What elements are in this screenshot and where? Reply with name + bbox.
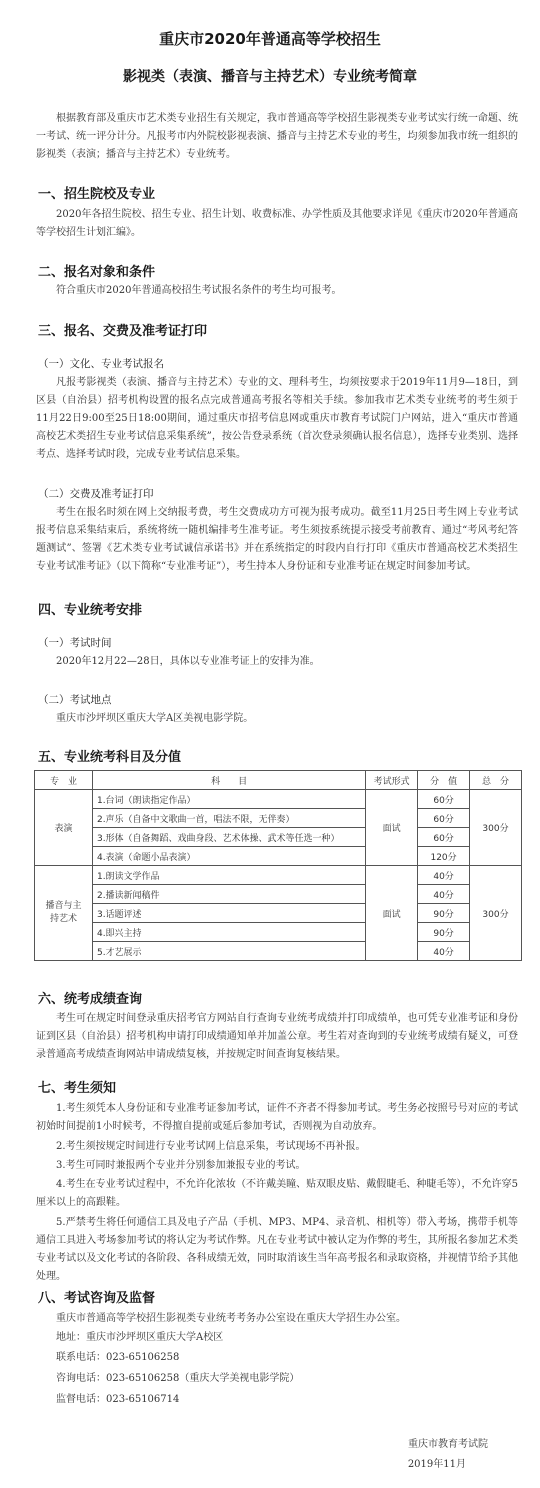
section-8-text: 重庆市普通高等学校招生影视类专业统考考务办公室设在重庆大学招生办公室。 <box>56 1313 406 1324</box>
section-4-sub-1: （一）考试时间 <box>38 637 112 649</box>
section-6-heading: 六、统考成绩查询 <box>38 992 143 1007</box>
form-cell: 面试 <box>366 790 418 866</box>
major-cell: 表演 <box>35 790 93 866</box>
section-4-heading: 四、专业统考安排 <box>38 603 143 618</box>
notice-item: 4.考生在专业考试过程中，不允许化浓妆（不许戴美瞳、贴双眼皮贴、戴假睫毛、种睫毛等），不允许穿5厘米以上的高跟鞋。 <box>36 1179 518 1208</box>
header-major: 专 业 <box>35 771 93 790</box>
notice-item: 1.考生须凭本人身份证和专业准考证参加考试，证件不齐者不得参加考试。考生务必按照号号对应的考试初始时间提前1小时候考，不得擅自提前或延后参加考试，否则视为自动放弃。 <box>36 1103 518 1132</box>
score-cell: 40分 <box>418 866 470 885</box>
section-6-text: 考生可在规定时间登录重庆招考官方网站自行查询专业统考成绩并打印成绩单，也可凭专业准考证和身份证到区县（自治县）招考机构申请打印成绩通知单并加盖公章。考生若对查询到的专业统考成绩有疑义，可登录普通高考成绩查询网站申请成绩复核，并按规定时间查询复核结果。 <box>36 1013 518 1060</box>
table-row <box>35 790 522 809</box>
score-cell: 40分 <box>418 942 470 961</box>
score-cell: 60分 <box>418 790 470 809</box>
notice-item: 5.严禁考生将任何通信工具及电子产品（手机、MP3、MP4、录音机、相机等）带入考场，携带手机等通信工具进入考场参加考试的将认定为考试作弊。凡在专业考试中被认定为作弊的考生，其所报名参加艺术类专业考试以及文化考试的各阶段、各科成绩无效，同时取消该生当年高考报名和录取资格，并视情节给予其他处理。 <box>36 1217 518 1282</box>
title-line-2: 影视类（表演、播音与主持艺术）专业统考简章 <box>123 69 417 85</box>
score-cell: 90分 <box>418 923 470 942</box>
total-cell: 300分 <box>470 790 522 866</box>
section-3-sub-2: （二）交费及准考证打印 <box>38 488 154 500</box>
table-row <box>35 866 522 885</box>
table-row <box>35 885 522 904</box>
table-row <box>35 847 522 866</box>
subject-cell: 1.朗读文学作品 <box>92 866 365 885</box>
major-cell <box>35 866 93 961</box>
score-cell: 90分 <box>418 904 470 923</box>
subject-cell: 3.形体（自备舞蹈、戏曲身段、艺术体操、武术等任选一种） <box>92 828 365 847</box>
subject-cell: 2.声乐（自备中文歌曲一首，唱法不限，无伴奏） <box>92 809 365 828</box>
section-1-heading: 一、招生院校及专业 <box>38 187 156 202</box>
section-1-text: 2020年各招生院校、招生专业、招生计划、收费标准、办学性质及其他要求详见《重庆市2020年普通高等学校招生计划汇编》。 <box>36 209 518 238</box>
signature-org: 重庆市教育考试院 <box>408 1439 488 1450</box>
section-4-sub-2: （二）考试地点 <box>38 694 112 706</box>
score-cell: 120分 <box>418 847 470 866</box>
contact-phone: 联系电话：023-65106258 <box>56 1352 180 1363</box>
intro-paragraph: 根据教育部及重庆市艺术类专业招生有关规定，我市普通高等学校招生影视类专业考试实行统一命题、统一考试、统一评分计分。凡报考市内外院校影视表演、播音与主持艺术专业的考生，均须参加我市统一组织的影视类（表演；播音与主持艺术）专业统考。 <box>36 113 518 160</box>
header-subject: 科 目 <box>92 771 365 790</box>
subject-cell: 5.才艺展示 <box>92 942 365 961</box>
notice-item: 2.考生须按规定时间进行专业考试网上信息采集，考试现场不再补报。 <box>56 1141 366 1152</box>
section-8-heading: 八、考试咨询及监督 <box>38 1291 156 1306</box>
score-cell: 40分 <box>418 885 470 904</box>
contact-address: 地址：重庆市沙坪坝区重庆大学A校区 <box>56 1332 224 1343</box>
header-score: 分 值 <box>418 771 470 790</box>
section-3-heading: 三、报名、交费及准考证打印 <box>38 324 208 339</box>
table-header-row <box>35 771 522 790</box>
section-3-text-2: 考生在报名时须在网上交纳报考费，考生交费成功方可视为报考成功。截至11月25日考生网上专业考试报考信息采集结束后，系统将统一随机编排考生准考证。考生须按系统提示接受考前教育、通过“考风考纪答题测试”、签署《艺术类专业考试诚信承诺书》并在系统指定的时段内自行打印《重庆市普通高校艺术类招生专业考试准考证》（以下简称“专业准考证”），考生持本人身份证和专业准考证在规定时间参加考试。 <box>36 507 518 572</box>
section-4-text-1: 2020年12月22—28日，具体以专业准考证上的安排为准。 <box>56 656 320 667</box>
section-4-text-2: 重庆市沙坪坝区重庆大学A区美视电影学院。 <box>56 713 254 724</box>
table-row <box>35 904 522 923</box>
score-cell: 60分 <box>418 828 470 847</box>
section-3-text-1: 凡报考影视类（表演、播音与主持艺术）专业的文、理科考生，均须按要求于2019年11月9—18日，到区县（自治县）招考机构设置的报名点完成普通高考报名等相关手续。参加我市艺术类专业统考的考生须于11月22日9:00至25日18:00期间，通过重庆市招考信息网或重庆市教育考试院门户网站，进入“重庆市普通高校艺术类招生专业考试信息采集系统”，按公告登录系统（首次登录须确认报名信息），选择专业类别、选择考点、选择考试时段，完成专业考试信息采集。 <box>36 377 518 460</box>
section-5-heading: 五、专业统考科目及分值 <box>38 750 182 765</box>
table-row <box>35 828 522 847</box>
header-total: 总 分 <box>470 771 522 790</box>
subject-cell: 4.表演（命题小品表演） <box>92 847 365 866</box>
score-table <box>34 770 522 961</box>
form-cell: 面试 <box>366 866 418 961</box>
title-line-1: 重庆市2020年普通高等学校招生 <box>159 30 381 48</box>
total-cell: 300分 <box>470 866 522 961</box>
section-3-sub-1: （一）文化、专业考试报名 <box>38 358 164 370</box>
score-cell: 60分 <box>418 809 470 828</box>
subject-cell: 2.播读新闻稿件 <box>92 885 365 904</box>
subject-cell: 4.即兴主持 <box>92 923 365 942</box>
consult-phone: 咨询电话：023-65106258（重庆大学美视电影学院） <box>56 1373 300 1384</box>
table-row <box>35 809 522 828</box>
subject-cell: 3.话题评述 <box>92 904 365 923</box>
section-2-text: 符合重庆市2020年普通高校招生考试报名条件的考生均可报考。 <box>56 285 342 296</box>
major-cell-text: 播音与主持艺术 <box>45 901 82 924</box>
supervise-phone: 监督电话：023-65106714 <box>56 1394 180 1405</box>
header-form: 考试形式 <box>366 771 418 790</box>
signature-date: 2019年11月 <box>407 1459 466 1470</box>
subject-cell: 1.台词（朗读指定作品） <box>92 790 365 809</box>
table-row <box>35 942 522 961</box>
table-row <box>35 923 522 942</box>
section-2-heading: 二、报名对象和条件 <box>38 265 156 280</box>
section-7-heading: 七、考生须知 <box>38 1081 117 1096</box>
notice-item: 3.考生可同时兼报两个专业并分别参加兼报专业的考试。 <box>56 1160 306 1171</box>
